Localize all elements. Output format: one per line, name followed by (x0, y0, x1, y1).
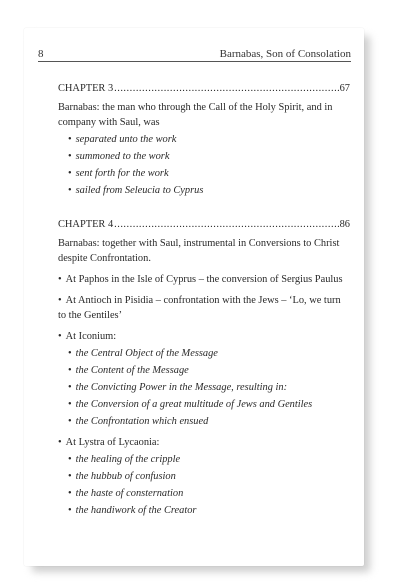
page-number: 8 (38, 48, 44, 60)
bullet-icon: • (68, 471, 72, 482)
list-item: • sent forth for the work (68, 168, 169, 179)
list-item: • the haste of consternation (68, 488, 184, 499)
running-head (38, 44, 351, 60)
bullet-icon: • (68, 151, 72, 162)
list-item: • the Confrontation which ensued (68, 416, 209, 427)
list-item: • the handiwork of the Creator (68, 505, 197, 516)
bullet-icon: • (58, 437, 62, 448)
bullet-icon: • (68, 399, 72, 410)
bullet-icon: • (68, 365, 72, 376)
chapter-4-summary: Barnabas: together with Saul, instrumental in Conversions to Christ despite Confrontation. (58, 238, 340, 264)
list-item: • the hubbub of confusion (68, 471, 176, 482)
list-item: • the Conversion of a great multitude of Jews and Gentiles (68, 399, 313, 410)
list-item: • separated unto the work (68, 134, 177, 145)
chapter-3-list (58, 132, 350, 198)
bullet-icon: • (68, 505, 72, 516)
contents-body (58, 81, 350, 518)
dot-leader (114, 81, 338, 96)
lystra-list (58, 452, 350, 518)
dot-leader (114, 217, 338, 232)
iconium-list (58, 346, 350, 429)
list-item: • the Content of the Message (68, 365, 189, 376)
chapter-3-label: CHAPTER 3 (58, 83, 114, 94)
list-item: • summoned to the work (68, 151, 170, 162)
bullet-icon: • (68, 348, 72, 359)
chapter-3-page: 67 (339, 83, 350, 94)
iconium-entry: • At Iconium: (58, 331, 117, 342)
running-title: Barnabas, Son of Consolation (219, 48, 351, 60)
list-item: • sailed from Seleucia to Cyprus (68, 185, 204, 196)
bullet-icon: • (68, 488, 72, 499)
bullet-icon: • (58, 331, 62, 342)
list-item: • the Convicting Power in the Message, resulting in: (68, 382, 288, 393)
chapter-3-summary: Barnabas: the man who through the Call of the Holy Spirit, and in company with Saul, was (58, 102, 333, 128)
header-rule (38, 61, 351, 62)
chapter-4-page: 86 (339, 219, 350, 230)
chapter-3-entry (58, 81, 350, 96)
chapter-4-label: CHAPTER 4 (58, 219, 114, 230)
book-page (24, 28, 364, 566)
bullet-icon: • (58, 295, 62, 306)
bullet-icon: • (68, 382, 72, 393)
list-item: • the Central Object of the Message (68, 348, 218, 359)
bullet-icon: • (68, 134, 72, 145)
chapter-4-entry (58, 217, 350, 232)
antioch-entry: • At Antioch in Pisidia – confrontation with the Jews – ‘Lo, we turn to the Gentiles’ (58, 295, 341, 321)
lystra-entry: • At Lystra of Lycaonia: (58, 437, 160, 448)
list-item: • the healing of the cripple (68, 454, 181, 465)
bullet-icon: • (68, 454, 72, 465)
bullet-icon: • (68, 185, 72, 196)
bullet-icon: • (68, 168, 72, 179)
bullet-icon: • (58, 274, 62, 285)
bullet-icon: • (68, 416, 72, 427)
paphos-entry: • At Paphos in the Isle of Cyprus – the conversion of Sergius Paulus (58, 274, 343, 285)
